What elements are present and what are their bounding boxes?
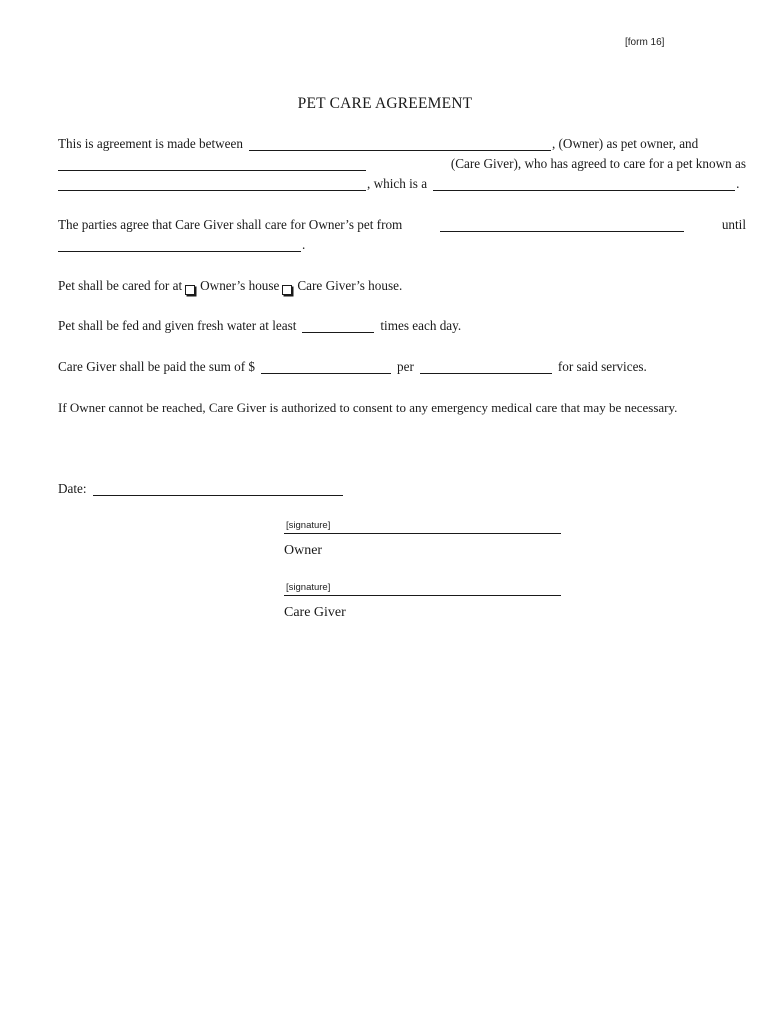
payment-period-field[interactable]: [420, 360, 552, 374]
care-giver-signature-field[interactable]: [284, 582, 561, 596]
care-givers-house-checkbox[interactable]: [282, 285, 292, 295]
care-giver-signature-hint: [signature]: [286, 582, 331, 593]
pet-name-field[interactable]: [58, 177, 366, 191]
care-period-text: The parties agree that Care Giver shall care for Owner’s pet from: [58, 217, 403, 232]
until-text: until: [721, 217, 746, 232]
care-period-line-1: [58, 215, 746, 235]
owner-signature-block: [284, 520, 561, 559]
payment-text: Care Giver shall be paid the sum of $: [58, 359, 256, 374]
start-date-field[interactable]: [440, 218, 684, 232]
care-period-line-2: [58, 235, 746, 255]
which-is-a-text: , which is a: [367, 176, 428, 191]
end-date-field[interactable]: [58, 238, 301, 252]
owner-signature-role: Owner: [284, 543, 323, 558]
agreement-line-3: [58, 174, 746, 194]
owner-name-field[interactable]: [249, 137, 551, 151]
payment-amount-field[interactable]: [261, 360, 391, 374]
feeding-line: [58, 316, 746, 336]
date-label: Date:: [58, 481, 87, 496]
agreement-between-text: This is agreement is made between: [58, 136, 243, 151]
agreement-line-2: [58, 154, 746, 174]
agreement-line-1: [58, 134, 746, 154]
feeding-text: Pet shall be fed and given fresh water at least: [58, 318, 297, 333]
document-title: PET CARE AGREEMENT: [297, 95, 473, 112]
owner-signature-field[interactable]: [284, 520, 561, 534]
owner-signature-hint: [signature]: [286, 520, 331, 531]
line-end-period: .: [736, 176, 740, 191]
date-line: [58, 479, 746, 499]
care-giver-signature-role: Care Giver: [284, 605, 346, 620]
form-number: [form 16]: [625, 37, 665, 48]
per-text: per: [397, 359, 414, 374]
pet-type-field[interactable]: [433, 177, 735, 191]
care-giver-name-field[interactable]: [58, 157, 366, 171]
owner-role-text: , (Owner) as pet owner, and: [551, 136, 699, 151]
times-each-day-text: times each day.: [380, 318, 462, 333]
feedings-per-day-field[interactable]: [302, 319, 374, 333]
for-services-text: for said services.: [557, 359, 647, 374]
care-location-text: Pet shall be cared for at: [58, 278, 183, 293]
owners-house-checkbox[interactable]: [185, 285, 195, 295]
care-location-line: [58, 276, 746, 296]
date-field[interactable]: [93, 482, 343, 496]
care-giver-signature-block: [284, 582, 561, 621]
payment-line: [58, 357, 746, 377]
care-giver-role-text: (Care Giver), who has agreed to care for a pet known as: [450, 156, 746, 171]
care-givers-house-label: Care Giver’s house.: [297, 278, 403, 293]
owners-house-label: Owner’s house: [200, 278, 280, 293]
care-period-end-period: .: [302, 237, 306, 252]
emergency-clause: If Owner cannot be reached, Care Giver is authorized to consent to any emergency medical care that may be necessary.: [58, 400, 678, 415]
